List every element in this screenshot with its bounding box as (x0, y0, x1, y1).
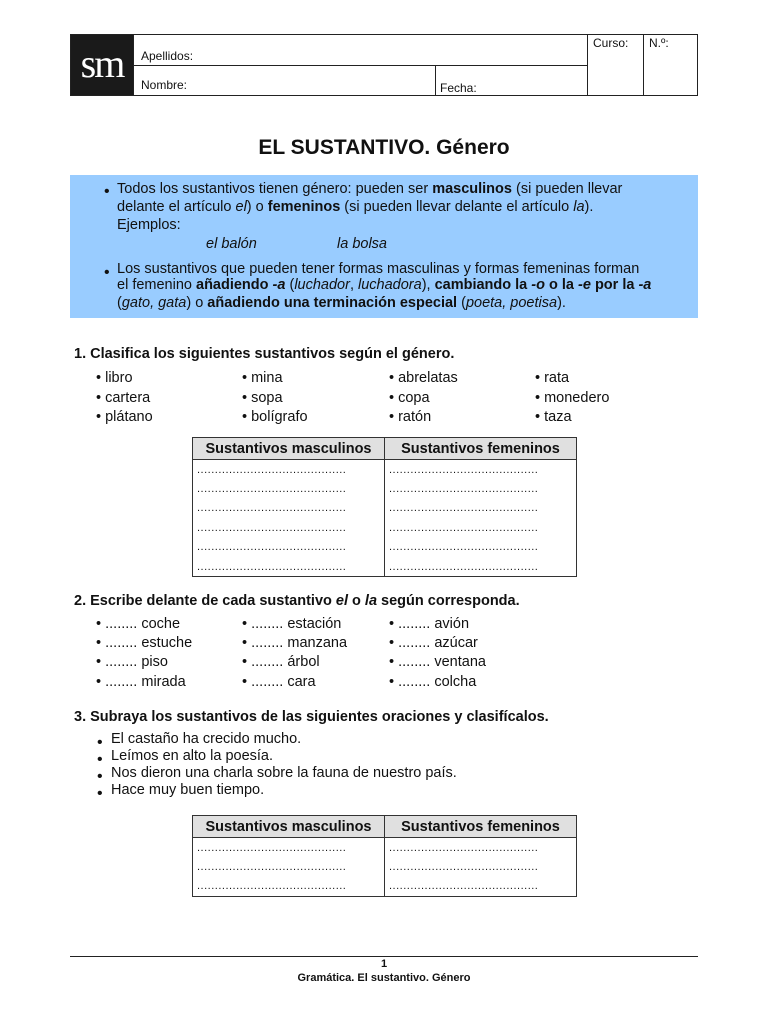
curso-field[interactable]: Curso: (593, 36, 629, 50)
fill-item[interactable]: • ........ colcha (389, 674, 477, 690)
sentence-item: Nos dieron una charla sobre la fauna de nuestro país. (111, 765, 457, 781)
bullet (97, 751, 105, 759)
word-item: • copa (389, 390, 430, 406)
nombre-field[interactable]: Nombre: (141, 78, 188, 92)
example-la-bolsa: la bolsa (337, 236, 387, 252)
answer-blank[interactable]: .......................................... (385, 460, 577, 480)
word-item: • abrelatas (389, 370, 458, 386)
answer-blank[interactable]: .......................................... (193, 499, 385, 518)
fill-item[interactable]: • ........ cara (242, 674, 316, 690)
answer-blank[interactable]: .......................................... (385, 479, 577, 498)
word-item: • bolígrafo (242, 409, 308, 425)
q1-answer-table (192, 437, 577, 577)
q3-title: 3. Subraya los sustantivos de las siguientes oraciones y clasifícalos. (74, 709, 549, 725)
q1-title: 1. Clasifica los siguientes sustantivos según el género. (74, 346, 455, 362)
fill-item[interactable]: • ........ manzana (242, 635, 348, 651)
fill-item[interactable]: • ........ estuche (96, 635, 193, 651)
answer-blank[interactable]: .......................................... (385, 877, 577, 897)
col-masculinos-header: Sustantivos masculinos (193, 438, 385, 460)
col-masculinos-header: Sustantivos masculinos (193, 816, 385, 838)
q3-answer-table (192, 815, 577, 897)
answer-blank[interactable]: .......................................... (193, 857, 385, 876)
info-box (70, 175, 698, 318)
word-item: • mina (242, 370, 283, 386)
answer-blank[interactable]: .......................................... (385, 499, 577, 518)
answer-blank[interactable]: .......................................... (193, 838, 385, 858)
word-item: • rata (535, 370, 570, 386)
word-item: • libro (96, 370, 133, 386)
word-item: • plátano (96, 409, 153, 425)
fill-item[interactable]: • ........ coche (96, 616, 181, 632)
info-p1-line2: delante el artículo el) o femeninos (si pueden llevar delante el artículo la). (117, 199, 594, 215)
student-info-header (70, 34, 698, 96)
divider (435, 65, 436, 95)
word-item: • taza (535, 409, 572, 425)
bullet (97, 734, 105, 742)
answer-blank[interactable]: .......................................... (385, 857, 577, 876)
fill-item[interactable]: • ........ mirada (96, 674, 186, 690)
info-p1-line1: Todos los sustantivos tienen género: pueden ser masculinos (si pueden llevar (117, 181, 623, 197)
fill-item[interactable]: • ........ ventana (389, 654, 486, 670)
fill-item[interactable]: • ........ avión (389, 616, 470, 632)
word-item: • ratón (389, 409, 432, 425)
fill-item[interactable]: • ........ estación (242, 616, 342, 632)
page-number: 1 (380, 958, 388, 970)
answer-blank[interactable]: .......................................... (385, 518, 577, 537)
sentence-item: Hace muy buen tiempo. (111, 782, 265, 798)
col-femeninos-header: Sustantivos femeninos (385, 438, 577, 460)
page-title: EL SUSTANTIVO. Género (258, 136, 510, 159)
answer-blank[interactable]: .......................................... (193, 460, 385, 480)
example-el-balon: el balón (206, 236, 257, 252)
footer-caption: Gramática. El sustantivo. Género (297, 972, 471, 984)
sm-logo: sm (71, 35, 133, 95)
apellidos-field[interactable]: Apellidos: (141, 49, 194, 63)
q2-title: 2. Escribe delante de cada sustantivo el o la según corresponda. (74, 593, 520, 609)
sentence-item: Leímos en alto la poesía. (111, 748, 274, 764)
footer-divider (70, 956, 698, 957)
divider (133, 65, 587, 66)
info-p2-line2: el femenino añadiendo -a (luchador, luchadora), cambiando la -o o la -e por la -a (117, 277, 652, 293)
ejemplos-label: Ejemplos: (117, 217, 181, 233)
answer-blank[interactable]: .......................................... (193, 538, 385, 557)
fecha-field[interactable]: Fecha: (440, 81, 477, 95)
divider (643, 35, 644, 95)
bullet (97, 785, 105, 793)
sentence-item: El castaño ha crecido mucho. (111, 731, 302, 747)
answer-blank[interactable]: .......................................... (385, 838, 577, 858)
fill-item[interactable]: • ........ azúcar (389, 635, 478, 651)
bullet (104, 183, 112, 191)
fill-item[interactable]: • ........ piso (96, 654, 168, 670)
divider (587, 35, 588, 95)
answer-blank[interactable]: .......................................... (193, 518, 385, 537)
bullet (104, 264, 112, 272)
answer-blank[interactable]: .......................................... (193, 479, 385, 498)
info-p2-line1: Los sustantivos que pueden tener formas masculinas y formas femeninas forman (117, 261, 640, 277)
bullet (97, 768, 105, 776)
answer-blank[interactable]: .......................................... (385, 538, 577, 557)
word-item: • monedero (535, 390, 610, 406)
col-femeninos-header: Sustantivos femeninos (385, 816, 577, 838)
info-p2-line3: (gato, gata) o añadiendo una terminación especial (poeta, poetisa). (117, 295, 566, 311)
answer-blank[interactable]: .......................................... (193, 557, 385, 577)
fill-item[interactable]: • ........ árbol (242, 654, 320, 670)
numero-field[interactable]: N.º: (649, 36, 669, 50)
word-item: • cartera (96, 390, 151, 406)
answer-blank[interactable]: .......................................... (385, 557, 577, 577)
answer-blank[interactable]: .......................................... (193, 877, 385, 897)
word-item: • sopa (242, 390, 283, 406)
